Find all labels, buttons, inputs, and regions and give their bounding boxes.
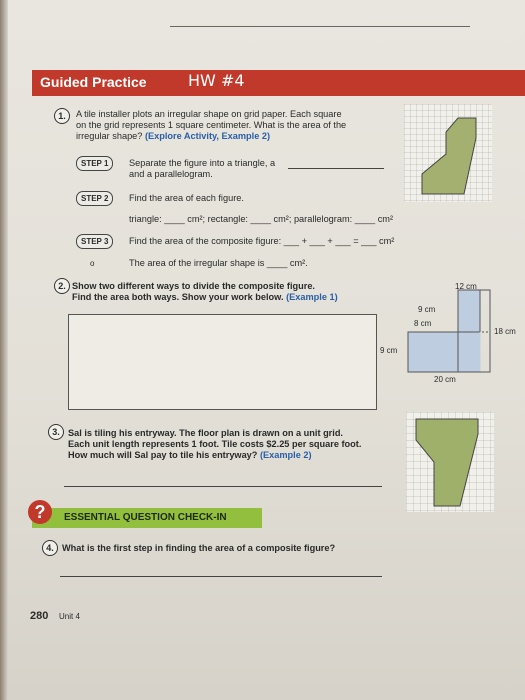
problem-1-text-3: irregular shape? (Explore Activity, Example 2) xyxy=(76,131,271,141)
problem-1-text-1: A tile installer plots an irregular shape on grid paper. Each square xyxy=(76,109,342,119)
problem-3-answer-line[interactable] xyxy=(64,486,382,487)
figure-entryway xyxy=(406,412,494,512)
dim-left: 9 cm xyxy=(380,346,398,355)
problem-2-text-2: Find the area both ways. Show your work below. (Example 1) xyxy=(72,292,338,302)
problem-2-text-1: Show two different ways to divide the composite figure. xyxy=(72,281,315,291)
problem-4-answer-line[interactable] xyxy=(60,576,382,577)
question-mark-icon: ? xyxy=(28,500,52,524)
dim-top: 12 cm xyxy=(455,282,477,291)
problem-4-number: 4. xyxy=(42,540,58,556)
page-number: 280 xyxy=(30,610,49,622)
problem-3-text-2: Each unit length represents 1 foot. Tile costs $2.25 per square foot. xyxy=(68,439,362,449)
final-answer-text: The area of the irregular shape is ____ cm². xyxy=(129,258,308,268)
work-area-box[interactable] xyxy=(68,314,377,410)
step-3-text: Find the area of the composite figure: ___ + ___ + ___ = ___ cm² xyxy=(129,236,395,246)
section-title: Guided Practice xyxy=(40,74,147,90)
answer-line-previous xyxy=(170,26,470,27)
handwritten-note: HW #4 xyxy=(188,71,245,90)
page-shadow xyxy=(0,0,8,700)
problem-3-text-3: How much will Sal pay to tile his entryway? (Example 2) xyxy=(68,450,312,460)
dim-right-upper: 9 cm xyxy=(418,305,436,314)
bullet-circle: o xyxy=(90,259,95,268)
problem-4-text: What is the first step in finding the area of a composite figure? xyxy=(62,543,336,553)
problem-3-text-1: Sal is tiling his entryway. The floor plan is drawn on a unit grid. xyxy=(68,428,343,438)
step-2-areas: triangle: ____ cm²; rectangle: ____ cm²; parallelogram: ____ cm² xyxy=(129,214,394,224)
essential-question-title: ESSENTIAL QUESTION CHECK-IN xyxy=(64,512,227,523)
dim-bottom: 20 cm xyxy=(434,375,456,384)
problem-1-text-2: on the grid represents 1 square centimeter. What is the area of the xyxy=(76,120,347,130)
step-1-badge: STEP 1 xyxy=(76,156,113,171)
problem-3-number: 3. xyxy=(48,424,64,440)
step-1-text: Separate the figure into a triangle, a xyxy=(129,158,276,168)
step-2-text: Find the area of each figure. xyxy=(129,193,244,203)
dim-right-inner: 8 cm xyxy=(414,319,432,328)
step-3-badge: STEP 3 xyxy=(76,234,113,249)
dim-right-side: 18 cm xyxy=(494,327,516,336)
step-2-badge: STEP 2 xyxy=(76,191,113,206)
unit-label: Unit 4 xyxy=(59,612,80,621)
figure-irregular-shape xyxy=(404,104,492,202)
step-1-blank xyxy=(288,168,384,169)
step-1-text-2: and a parallelogram. xyxy=(129,169,213,179)
problem-1-number: 1. xyxy=(54,108,70,124)
problem-2-number: 2. xyxy=(54,278,70,294)
